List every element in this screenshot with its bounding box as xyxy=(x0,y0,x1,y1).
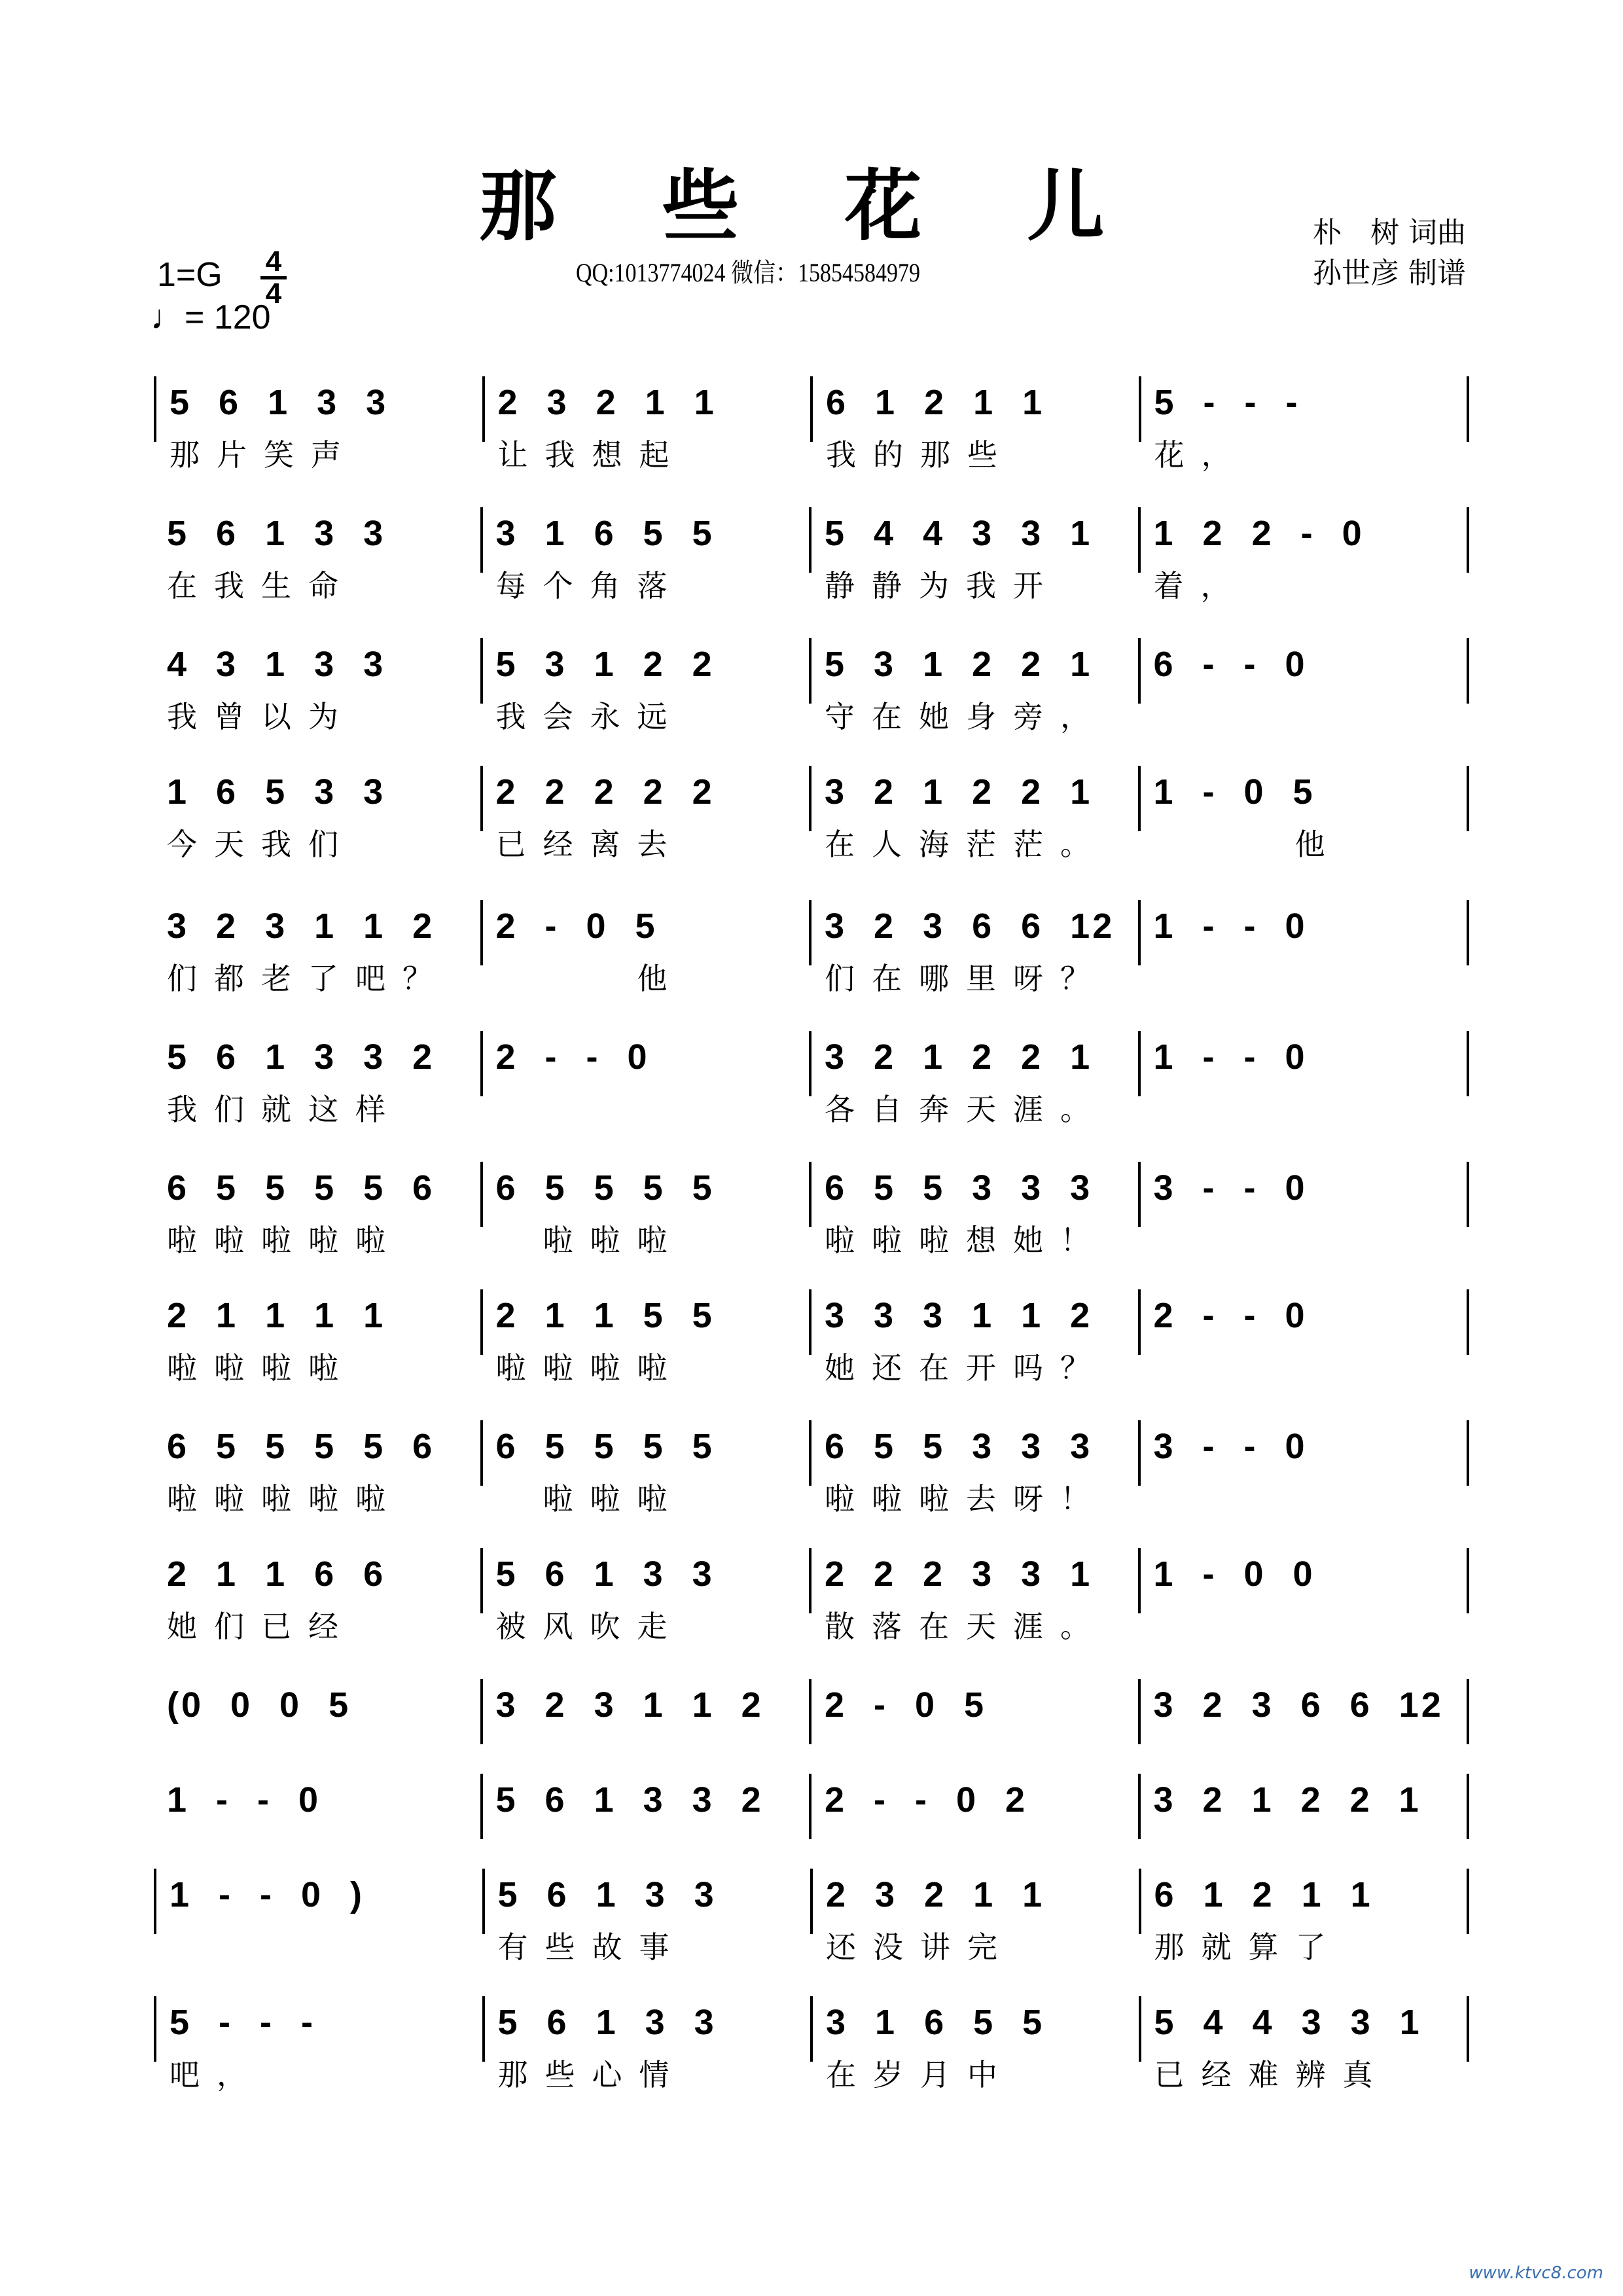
measure-lyric: 她们已经 xyxy=(167,1609,355,1644)
measure xyxy=(809,1420,1138,1516)
measure-notes: 6 1 2 1 1 xyxy=(1154,1875,1373,1914)
measure-lyric: 啦啦啦 xyxy=(495,1481,685,1516)
measure-notes: 2 - - 0 xyxy=(495,1037,650,1077)
song-title: 那 些 花 儿 xyxy=(479,160,1144,251)
measure-notes: 3 2 3 6 6 12 xyxy=(1153,1685,1444,1725)
measure xyxy=(1138,638,1470,704)
measure xyxy=(1138,507,1470,603)
measure-lyric: 被风吹走 xyxy=(495,1609,685,1644)
measure-lyric: 啦啦啦啦 xyxy=(167,1350,355,1386)
measure-lyric: 还没讲完 xyxy=(826,1929,1014,1965)
measure xyxy=(154,1679,480,1744)
measure xyxy=(1138,1774,1470,1839)
measure xyxy=(809,1289,1138,1386)
measure-lyric: 吧， xyxy=(169,2057,264,2092)
measure xyxy=(480,1679,810,1744)
measure xyxy=(154,638,480,734)
measure-notes: 5 4 4 3 3 1 xyxy=(1154,2003,1422,2042)
measure xyxy=(809,507,1138,603)
measure-lyric: 花， xyxy=(1154,437,1249,473)
music-system xyxy=(154,1289,1469,1401)
measure-lyric: 啦啦啦啦啦 xyxy=(167,1223,402,1258)
measure-lyric: 守在她身旁， xyxy=(825,699,1107,734)
measure-notes: 5 6 1 3 3 xyxy=(169,383,389,422)
measure-notes: 2 - - 0 2 xyxy=(825,1780,1028,1820)
measure-notes: 3 3 3 1 1 2 xyxy=(825,1296,1093,1335)
measure-lyric: 啦啦啦啦 xyxy=(495,1350,685,1386)
measure xyxy=(482,376,811,473)
measure-notes: 3 - - 0 xyxy=(1153,1427,1308,1466)
measure-notes: 1 - - 0 ) xyxy=(169,1875,365,1914)
measure-notes: 6 5 5 3 3 3 xyxy=(825,1168,1093,1208)
measure xyxy=(154,1289,480,1386)
measure xyxy=(154,376,482,473)
measure-lyric: 今天我们 xyxy=(167,827,355,862)
measure xyxy=(480,1031,810,1096)
measure xyxy=(480,900,810,996)
measure-notes: 3 2 1 2 2 1 xyxy=(825,772,1093,812)
measure xyxy=(480,507,810,603)
measure xyxy=(482,1869,811,1965)
measure-lyric: 们都老了吧？ xyxy=(167,961,450,996)
music-system xyxy=(154,1996,1469,2108)
music-system xyxy=(154,1162,1469,1273)
measure xyxy=(1138,1548,1470,1613)
measure-notes: 3 2 3 6 6 12 xyxy=(825,906,1115,946)
measure-notes: 2 1 1 5 5 xyxy=(495,1296,715,1335)
measure-lyric: 让我想起 xyxy=(497,437,687,473)
measure-notes: 3 1 6 5 5 xyxy=(826,2003,1045,2042)
measure-notes: 3 2 3 1 1 2 xyxy=(495,1685,764,1725)
measure-lyric: 那就算了 xyxy=(1154,1929,1343,1965)
measure xyxy=(1139,376,1470,473)
measure xyxy=(480,766,810,862)
measure-lyric: 每个角落 xyxy=(495,568,685,603)
measure-notes: 2 - - 0 xyxy=(1153,1296,1308,1335)
contact-info: QQ:1013774024 微信：15854584979 xyxy=(576,258,921,287)
measure-notes: 1 - 0 0 xyxy=(1153,1554,1315,1594)
measure-notes: 5 6 1 3 3 2 xyxy=(495,1780,764,1820)
measure xyxy=(809,1162,1138,1258)
measure-notes: 5 6 1 3 3 xyxy=(497,1875,717,1914)
measure-lyric: 有些故事 xyxy=(497,1929,687,1965)
music-system xyxy=(154,1420,1469,1532)
measure-lyric: 啦啦啦啦啦 xyxy=(167,1481,402,1516)
measure-notes: 5 6 1 3 3 xyxy=(497,2003,717,2042)
measure-notes: 1 - - 0 xyxy=(167,1780,321,1820)
measure-notes: 3 2 1 2 2 1 xyxy=(1153,1780,1421,1820)
measure-notes: 5 6 1 3 3 xyxy=(167,514,386,553)
measure-notes: 5 3 1 2 2 1 xyxy=(825,645,1093,684)
measure-notes: 2 1 1 6 6 xyxy=(167,1554,386,1594)
measure xyxy=(1138,1031,1470,1096)
measure xyxy=(810,1996,1139,2092)
measure-lyric: 已经离去 xyxy=(495,827,685,862)
measure xyxy=(1138,1289,1470,1355)
measure xyxy=(1138,900,1470,965)
measure-lyric: 她还在开吗？ xyxy=(825,1350,1107,1386)
measure-notes: 3 - - 0 xyxy=(1153,1168,1308,1208)
watermark: www.ktvc8.com xyxy=(1469,2263,1603,2283)
music-system xyxy=(154,1548,1469,1659)
measure-notes: 2 - 0 5 xyxy=(825,1685,987,1725)
lyrics-music-credit: 朴 树 词曲 xyxy=(1313,216,1466,249)
measure-lyric: 啦啦啦 xyxy=(495,1223,685,1258)
measure-notes: 5 - - - xyxy=(1154,383,1300,422)
measure-notes: 6 - - 0 xyxy=(1153,645,1308,684)
measure-lyric: 已经难辨真 xyxy=(1154,2057,1390,2092)
measure-notes: 2 - 0 5 xyxy=(495,906,658,946)
measure-lyric: 那片笑声 xyxy=(169,437,358,473)
tempo-marking: ♩= 120 xyxy=(151,298,271,336)
measure-notes: 1 2 2 - 0 xyxy=(1153,514,1364,553)
measure-notes: 6 5 5 5 5 xyxy=(495,1427,715,1466)
measure xyxy=(809,1031,1138,1127)
measure-notes: 6 1 2 1 1 xyxy=(826,383,1045,422)
measure-lyric: 我们就这样 xyxy=(167,1092,402,1127)
measure xyxy=(480,638,810,734)
measure-lyric: 他 xyxy=(1153,827,1342,862)
measure xyxy=(1138,766,1470,862)
measure-notes: 5 6 1 3 3 xyxy=(495,1554,715,1594)
measure-lyric: 在岁月中 xyxy=(826,2057,1014,2092)
music-system xyxy=(154,900,1469,1011)
measure-notes: 5 6 1 3 3 2 xyxy=(167,1037,435,1077)
measure xyxy=(1139,1996,1470,2092)
measure xyxy=(1138,1679,1470,1744)
measure-notes: 6 5 5 5 5 xyxy=(495,1168,715,1208)
measure-lyric: 啦啦啦想她！ xyxy=(825,1223,1107,1258)
measure xyxy=(809,1548,1138,1644)
measure-notes: 5 - - - xyxy=(169,2003,315,2042)
time-signature-bottom: 4 xyxy=(265,278,282,310)
measure-lyric: 着， xyxy=(1153,568,1248,603)
measure-lyric: 在人海茫茫。 xyxy=(825,827,1107,862)
measure-notes: 1 - 0 5 xyxy=(1153,772,1315,812)
measure-notes: 2 3 2 1 1 xyxy=(497,383,717,422)
measure xyxy=(154,507,480,603)
measure-notes: 1 6 5 3 3 xyxy=(167,772,386,812)
measure-notes: 2 3 2 1 1 xyxy=(826,1875,1045,1914)
measure xyxy=(810,1869,1139,1965)
music-system xyxy=(154,766,1469,877)
measure-notes: 2 2 2 2 2 xyxy=(495,772,715,812)
music-system xyxy=(154,638,1469,749)
measure xyxy=(480,1162,810,1258)
measure-notes: 3 2 3 1 1 2 xyxy=(167,906,435,946)
measure-notes: 2 2 2 3 3 1 xyxy=(825,1554,1093,1594)
music-system xyxy=(154,376,1469,488)
measure-lyric: 他 xyxy=(495,961,685,996)
measure xyxy=(482,1996,811,2092)
measure xyxy=(154,1869,482,1934)
measure xyxy=(1139,1869,1470,1965)
measure xyxy=(154,1162,480,1258)
measure-lyric: 在我生命 xyxy=(167,568,355,603)
measure xyxy=(480,1774,810,1839)
measure xyxy=(480,1289,810,1386)
measure-lyric: 我会永远 xyxy=(495,699,685,734)
measure-lyric: 静静为我开 xyxy=(825,568,1060,603)
measure xyxy=(1138,1420,1470,1486)
measure xyxy=(154,1420,480,1516)
music-system xyxy=(154,1031,1469,1142)
measure-lyric: 那些心情 xyxy=(497,2057,687,2092)
measure xyxy=(480,1548,810,1644)
measure-notes: 4 3 1 3 3 xyxy=(167,645,386,684)
music-system xyxy=(154,1869,1469,1980)
measure xyxy=(809,766,1138,862)
measure-notes: 1 - - 0 xyxy=(1153,906,1308,946)
measure xyxy=(154,766,480,862)
measure xyxy=(809,900,1138,996)
measure xyxy=(480,1420,810,1516)
measure-notes: 6 5 5 5 5 6 xyxy=(167,1168,435,1208)
measure-lyric: 们在哪里呀？ xyxy=(825,961,1107,996)
measure-notes: 3 1 6 5 5 xyxy=(495,514,715,553)
measure-lyric: 各自奔天涯。 xyxy=(825,1092,1107,1127)
measure-lyric: 散落在天涯。 xyxy=(825,1609,1107,1644)
music-system xyxy=(154,507,1469,619)
measure xyxy=(809,1679,1138,1744)
measure xyxy=(154,1548,480,1644)
measure xyxy=(809,638,1138,734)
credits xyxy=(1313,213,1466,294)
measure-notes: 5 4 4 3 3 1 xyxy=(825,514,1093,553)
measure-notes: 5 3 1 2 2 xyxy=(495,645,715,684)
measure-lyric: 啦啦啦去呀！ xyxy=(825,1481,1107,1516)
measure-notes: 6 5 5 3 3 3 xyxy=(825,1427,1093,1466)
measure-notes: 1 - - 0 xyxy=(1153,1037,1308,1077)
measure xyxy=(154,1774,480,1839)
measure-notes: 3 2 1 2 2 1 xyxy=(825,1037,1093,1077)
measure-notes: 2 1 1 1 1 xyxy=(167,1296,386,1335)
measure-notes: (0 0 0 5 xyxy=(167,1685,351,1725)
measure xyxy=(809,1774,1138,1839)
measure xyxy=(810,376,1139,473)
time-signature-top: 4 xyxy=(265,245,282,278)
measure-lyric: 我曾以为 xyxy=(167,699,355,734)
transcriber-credit: 孙世彦 制谱 xyxy=(1313,257,1466,290)
measure xyxy=(154,1031,480,1127)
measure xyxy=(154,1996,482,2092)
measure xyxy=(154,900,480,996)
measure-notes: 6 5 5 5 5 6 xyxy=(167,1427,435,1466)
measure xyxy=(1138,1162,1470,1227)
key-signature: 1=G xyxy=(157,256,223,294)
measure-lyric: 我的那些 xyxy=(826,437,1014,473)
